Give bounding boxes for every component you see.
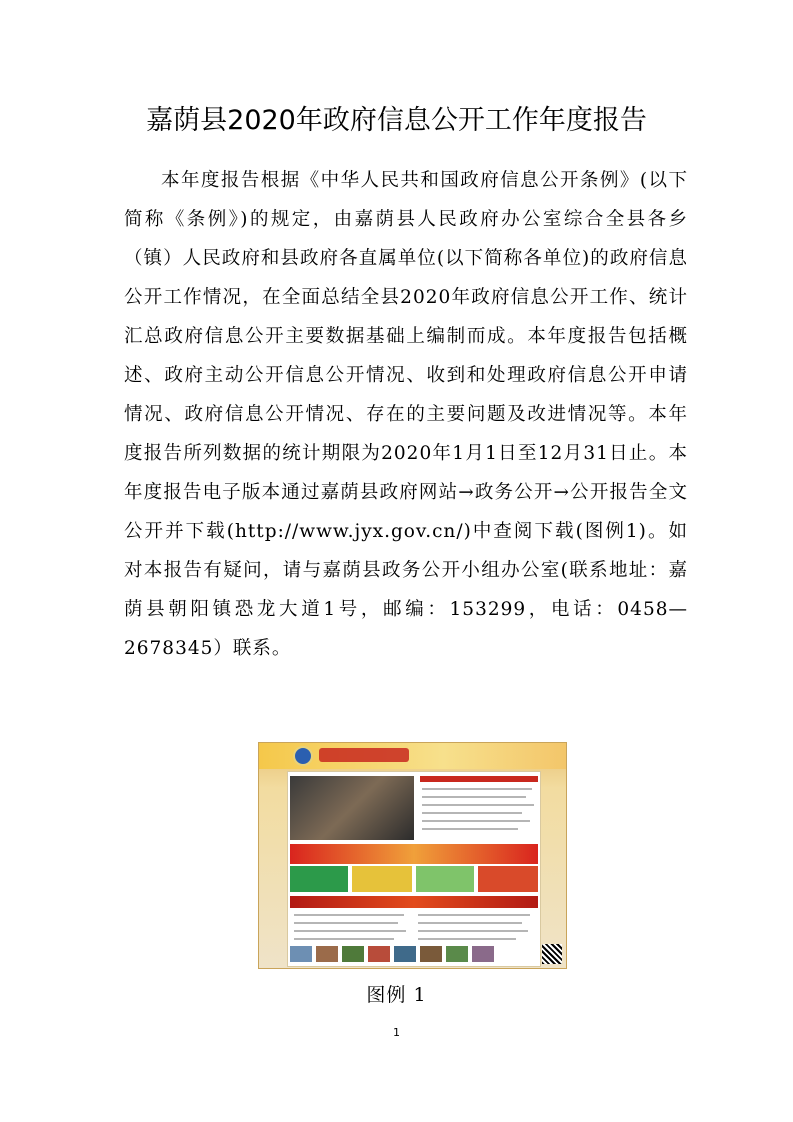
figure-red-banner	[290, 844, 538, 864]
figure-list-line	[418, 914, 530, 916]
figure-list-line	[294, 938, 394, 940]
figure-tile	[478, 866, 538, 892]
figure-thumbnail	[446, 946, 468, 962]
figure-news-line	[422, 796, 526, 798]
emblem-icon	[293, 746, 313, 766]
figure-photo-strip	[290, 946, 538, 962]
figure-news-line	[422, 828, 518, 830]
qr-code-icon	[542, 944, 562, 964]
figure-news-line	[422, 804, 534, 806]
report-paragraph: 本年度报告根据《中华人民共和国政府信息公开条例》(以下简称《条例》)的规定，由嘉荫县人民政府办公室综合全县各乡（镇）人民政府和县政府各直属单位(以下简称各单位)的政府信息公开工作情况，在全面总结全县2020年政府信息公开工作、统计汇总政府信息公开主要数据基础上编制而成。本年度报告包括概述、政府主动公开信息公开情况、收到和处理政府信息公开申请情况、政府信息公开情况、存在的主要问题及改进情况等。本年度报告所列数据的统计期限为2020年1月1日至12月31日止。本年度报告电子版本通过嘉荫县政府网站→政务公开→公开报告全文公开并下载(http://www.jyx.gov.cn/)中查阅下载(图例1)。如对本报告有疑问，请与嘉荫县政务公开小组办公室(联系地址：嘉荫县朝阳镇恐龙大道1号，邮编：153299，电话：0458—2678345）联系。	[124, 170, 688, 659]
figure-news-line	[422, 788, 532, 790]
figure-thumbnail	[472, 946, 494, 962]
figure-news-line	[422, 820, 530, 822]
figure-list-line	[418, 938, 516, 940]
figure-caption: 图例 1	[366, 984, 427, 1006]
figure-list-line	[418, 922, 522, 924]
figure-promo-tiles	[290, 866, 538, 892]
figure-site-header	[259, 743, 566, 769]
figure-list-line	[418, 930, 528, 932]
site-logo	[319, 748, 409, 762]
figure-thumbnail	[290, 946, 312, 962]
figure-thumbnail	[368, 946, 390, 962]
document-title: 嘉荫县2020年政府信息公开工作年度报告	[146, 105, 647, 136]
figure-thumbnail	[394, 946, 416, 962]
page-number: 1	[393, 1026, 400, 1039]
figure-news-photo	[290, 776, 414, 840]
figure-site-page	[287, 771, 541, 967]
figure-thumbnail	[316, 946, 338, 962]
figure-thumbnail	[420, 946, 442, 962]
figure-list-line	[294, 922, 398, 924]
figure-list-line	[294, 914, 404, 916]
figure-tile	[352, 866, 412, 892]
website-screenshot-figure	[258, 742, 567, 969]
figure-news-tabs	[420, 776, 538, 782]
figure-list-line	[294, 930, 406, 932]
figure-thumbnail	[342, 946, 364, 962]
figure-slogan-bar	[290, 896, 538, 908]
figure-tile	[416, 866, 474, 892]
figure-news-line	[422, 812, 522, 814]
figure-tile	[290, 866, 348, 892]
